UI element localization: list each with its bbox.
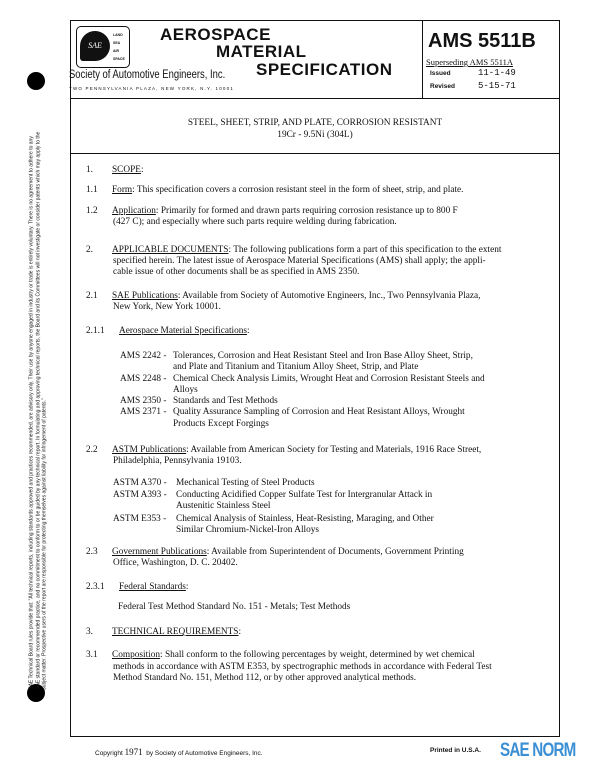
disclaimer-note: SAE Technical Board rules provide that: "All technical reports, including standards approved and practices recommended, are advisory only. Their use by anyone engaged in industry or trade is entirely voluntary. There is no agreement to adhere to any SAE standard or recommended practice, and no commitment to conform to or be guided by any technical report. In formulating and approving technical reports, the Board and its Committees will not investigate or consider patents which may apply to the subject matter. Prospective users of the report are responsible for protecting themselves against liability for infringement of patents."	[28, 131, 48, 690]
astm-code: ASTM A370 -	[113, 478, 167, 488]
federal-standard: Federal Test Method Standard No. 151 - Metals; Test Methods	[118, 602, 351, 612]
astm-desc: Conducting Acidified Copper Sulfate Test for Intergranular Attack in	[176, 490, 433, 500]
paragraph-line: Office, Washington, D. C. 20402.	[113, 558, 238, 568]
ams-desc: and Plate and Titanium and Titanium Alloy Sheet, Strip, and Plate	[173, 362, 419, 372]
section-number: 2.3.1	[86, 582, 105, 592]
ams-code: AMS 2371 -	[120, 407, 167, 417]
paragraph-line: cable issue of other documents shall be as specified in AMS 2350.	[113, 267, 360, 277]
revised-label: Revised	[430, 83, 455, 90]
ams-code: AMS 2248 -	[120, 374, 167, 384]
divider	[70, 153, 560, 154]
astm-desc: Mechanical Testing of Steel Products	[176, 478, 315, 488]
paragraph: Form: This specification covers a corrosion resistant steel in the form of sheet, strip, and plate.	[112, 185, 464, 195]
divider	[70, 98, 560, 99]
issued-date: 11-1-49	[478, 68, 516, 78]
section-number: 1.	[86, 165, 93, 175]
section-heading: Federal Standards:	[119, 582, 189, 592]
paragraph-line: (427 C); and especially where such parts require welding during fabrication.	[113, 217, 397, 227]
ams-desc: Chemical Check Analysis Limits, Wrought Heat and Corrosion Resistant Steels and	[173, 374, 485, 384]
punch-hole	[27, 72, 45, 90]
document-title: STEEL, SHEET, STRIP, AND PLATE, CORROSION RESISTANT	[187, 118, 443, 128]
printed-in: Printed in U.S.A.	[430, 747, 481, 754]
header-title: MATERIAL	[216, 42, 307, 61]
ams-code: AMS 2350 -	[120, 396, 167, 406]
ams-desc: Quality Assurance Sampling of Corrosion and Heat Resistant Alloys, Wrought	[173, 407, 465, 417]
paragraph-line: methods in accordance with ASTM E353, by spectrographic methods in accordance with Federal Test	[113, 662, 492, 672]
header-title: SPECIFICATION	[256, 60, 393, 79]
paragraph-line: Method Standard No. 151, Method 112, or by other approved analytical methods.	[113, 673, 417, 683]
paragraph: Composition: Shall conform to the following percentages by weight, determined by wet chemical	[112, 650, 475, 660]
paragraph: APPLICABLE DOCUMENTS: The following publications form a part of this specification to the extent	[112, 245, 502, 255]
spec-number: AMS 5511B	[428, 30, 536, 52]
section-heading: SCOPE:	[112, 165, 144, 175]
astm-desc: Similar Chromium-Nickel-Iron Alloys	[176, 525, 320, 535]
section-heading: Aerospace Material Specifications:	[119, 326, 250, 336]
paragraph-line: New York, New York 10001.	[113, 302, 221, 312]
section-number: 2.	[86, 245, 93, 255]
section-number: 2.3	[86, 547, 98, 557]
section-number: 1.1	[86, 185, 98, 195]
section-heading: TECHNICAL REQUIREMENTS:	[112, 627, 242, 637]
section-number: 2.1.1	[86, 326, 105, 336]
logo-mark: SAE	[80, 31, 110, 61]
ams-code: AMS 2242 -	[120, 351, 167, 361]
sae-logo	[76, 26, 130, 68]
paragraph-line: specified herein. The latest issue of Aerospace Material Specifications (AMS) shall apply; the appli-	[113, 256, 486, 266]
section-number: 3.1	[86, 650, 98, 660]
revised-date: 5-15-71	[478, 81, 516, 91]
logo-text: SEA	[113, 41, 121, 45]
ams-desc: Alloys	[173, 385, 198, 395]
society-name: Society of Automotive Engineers, Inc.	[69, 69, 226, 81]
section-number: 2.2	[86, 445, 98, 455]
logo-text: AIR	[113, 49, 120, 53]
header-title: AEROSPACE	[160, 25, 271, 44]
paragraph: SAE Publications: Available from Society of Automotive Engineers, Inc., Two Pennsylvania Plaza,	[112, 291, 481, 301]
section-number: 1.2	[86, 206, 98, 216]
paragraph: Application: Primarily for formed and drawn parts requiring corrosion resistance up to 800 F	[112, 206, 458, 216]
ams-desc: Products Except Forgings	[173, 419, 269, 429]
section-number: 2.1	[86, 291, 98, 301]
watermark-logo: SAE NORM	[500, 740, 576, 761]
section-number: 3.	[86, 627, 93, 637]
astm-desc: Austenitic Stainless Steel	[176, 501, 271, 511]
logo-text: SPACE	[113, 57, 125, 61]
society-address: TWO PENNSYLVANIA PLAZA, NEW YORK, N.Y. 10001	[69, 86, 235, 91]
paragraph: Government Publications: Available from Superintendent of Documents, Government Printing	[112, 547, 464, 557]
document-subtitle: 19Cr - 9.5Ni (304L)	[277, 130, 353, 140]
ams-desc: Standards and Test Methods	[173, 396, 278, 406]
logo-text: LAND	[113, 33, 123, 37]
superseding: Superseding AMS 5511A	[426, 57, 514, 67]
issued-label: Issued	[430, 70, 451, 77]
astm-desc: Chemical Analysis of Stainless, Heat-Resisting, Maraging, and Other	[176, 514, 434, 524]
astm-code: ASTM A393 -	[113, 490, 167, 500]
paragraph-line: Philadelphia, Pennsylvania 19103.	[113, 456, 242, 466]
divider	[422, 20, 423, 99]
astm-code: ASTM E353 -	[113, 514, 167, 524]
copyright: Copyright 1971 by Society of Automotive Engineers, Inc.	[95, 747, 263, 757]
ams-desc: Tolerances, Corrosion and Heat Resistant Steel and Iron Base Alloy Sheet, Strip,	[173, 351, 473, 361]
paragraph: ASTM Publications: Available from American Society for Testing and Materials, 1916 Race Street,	[112, 445, 482, 455]
